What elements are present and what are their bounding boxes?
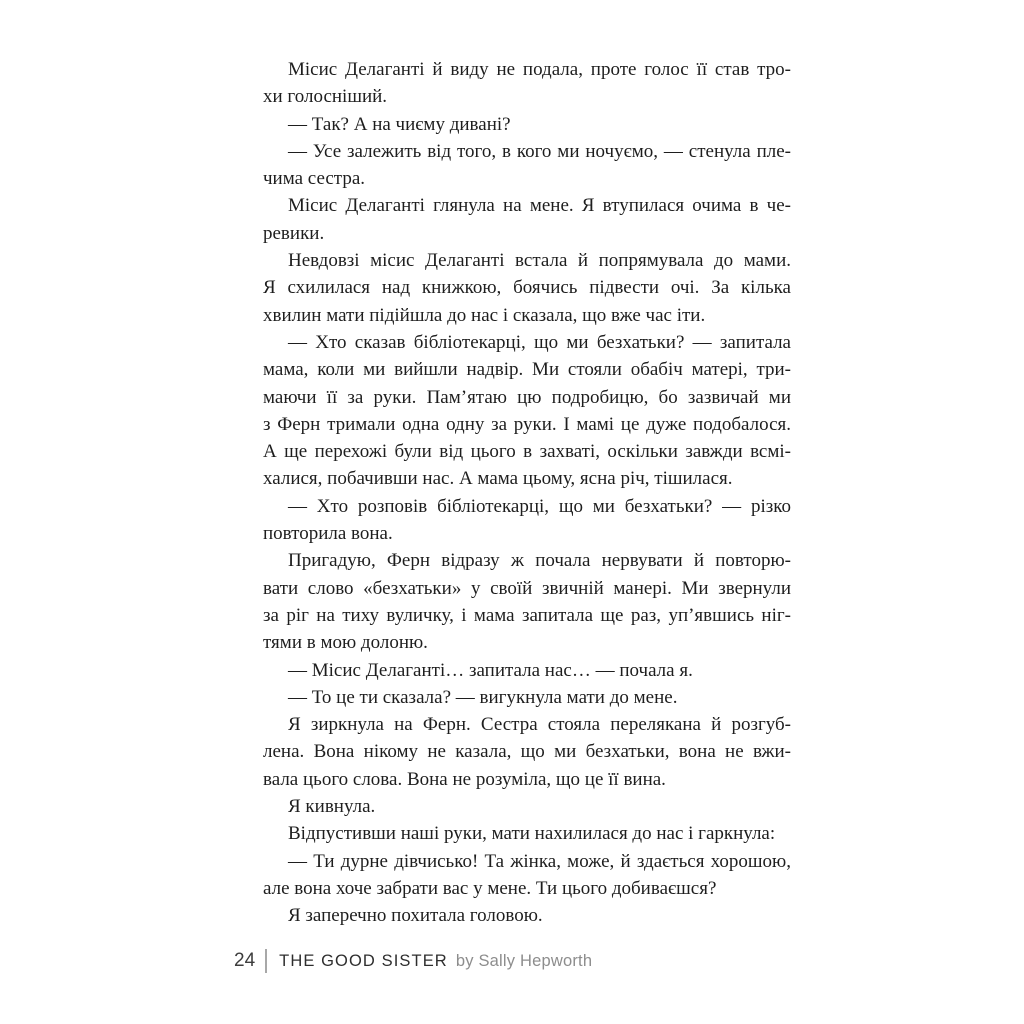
text-line: мама, коли ми вийшли надвір. Ми стояли обабіч матері, три- — [263, 359, 791, 381]
text-line: Я схилилася над книжкою, боячись підвести очі. За кілька — [263, 277, 791, 299]
footer-divider — [265, 949, 267, 973]
text-line: Місис Делаганті й виду не подала, проте голос її став тро- — [288, 59, 791, 80]
page-footer — [234, 949, 592, 973]
book-byline: by Sally Hepworth — [455, 951, 593, 970]
text-line: — Місис Делаганті… запитала нас… — почала я. — [288, 659, 693, 681]
text-line: халися, побачивши нас. А мама цьому, ясна річ, тішилася. — [263, 468, 733, 490]
text-line: — То це ти сказала? — вигукнула мати до мене. — [288, 686, 678, 708]
text-line: повторила вона. — [263, 523, 393, 545]
text-line: але вона хоче забрати вас у мене. Ти цього добиваєшся? — [263, 877, 717, 899]
text-line: Невдовзі місис Делаганті встала й попрямувала до мами. — [288, 250, 791, 272]
text-line: — Ти дурне дівчисько! Та жінка, може, й здається хорошою, — [288, 850, 791, 872]
text-line: лена. Вона нікому не казала, що ми безхатьки, вона не вжи- — [263, 741, 791, 763]
page-number: 24 — [234, 950, 256, 971]
text-line: за ріг на тиху вуличку, і мама запитала ще раз, уп’явшись ніг- — [263, 604, 791, 626]
text-line: з Ферн тримали одна одну за руки. І мамі це дуже подобалося. — [263, 413, 791, 435]
body-text — [263, 56, 791, 930]
text-line: Я зиркнула на Ферн. Сестра стояла перелякана й розгуб- — [288, 714, 791, 736]
text-line: хвилин мати підійшла до нас і сказала, що вже час іти. — [263, 304, 706, 326]
text-line: вати слово «безхатьки» у своїй звичній манері. Ми звернули — [263, 577, 791, 599]
text-line: — Усе залежить від того, в кого ми ночуємо, — стенула пле- — [288, 140, 791, 162]
text-line: чима сестра. — [263, 168, 366, 190]
text-line: тями в мою долоню. — [263, 632, 428, 654]
text-line: Пригадую, Ферн відразу ж почала нервувати й повторю- — [288, 550, 791, 572]
text-line: Я заперечно похитала головою. — [288, 905, 543, 927]
text-line: Відпустивши наші руки, мати нахилилася до нас і гаркнула: — [288, 823, 776, 845]
book-title: THE GOOD SISTER — [279, 951, 448, 970]
text-line: — Хто сказав бібліотекарці, що ми безхатьки? — запитала — [288, 331, 791, 353]
text-line: хи голосніший. — [263, 86, 388, 108]
text-line: — Хто розповів бібліотекарці, що ми безхатьки? — різко — [288, 495, 791, 517]
text-line: — Так? А на чиєму дивані? — [288, 113, 511, 135]
text-line: Я кивнула. — [288, 796, 376, 818]
text-line: вала цього слова. Вона не розуміла, що це її вина. — [263, 768, 666, 790]
text-line: ревики. — [263, 222, 325, 244]
text-line: А ще перехожі були від цього в захваті, оскільки завжди всмі- — [263, 441, 791, 463]
text-line: Місис Делаганті глянула на мене. Я втупилася очима в че- — [288, 195, 791, 217]
text-line: маючи її за руки. Пам’ятаю цю подробицю, бо зазвичай ми — [263, 386, 791, 408]
